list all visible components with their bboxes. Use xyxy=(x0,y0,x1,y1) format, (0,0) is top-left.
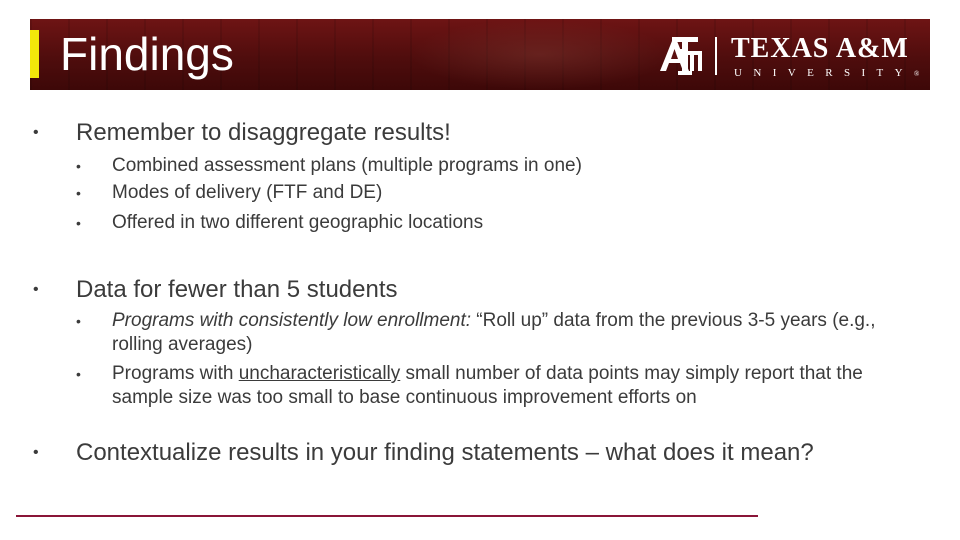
sub-bullet-text xyxy=(112,309,912,357)
atm-logo-mark-icon xyxy=(658,37,704,75)
title-accent-bar xyxy=(30,30,39,78)
texas-am-logo xyxy=(658,35,918,81)
logo-wordmark: TEXAS A&M xyxy=(731,33,909,64)
bullet-marker: • xyxy=(33,281,39,298)
logo-subtitle: UNIVERSITY® xyxy=(734,67,920,79)
sub-bullet-marker: • xyxy=(76,215,81,231)
emphasis-text: Programs with consistently low enrollment: xyxy=(112,310,472,331)
sub-bullet-marker: • xyxy=(76,185,81,201)
footer-divider xyxy=(16,515,758,517)
bullet-marker: • xyxy=(33,124,39,141)
bullet-marker: • xyxy=(33,444,39,461)
slide-title: Findings xyxy=(60,28,234,80)
trademark-symbol: ® xyxy=(914,70,920,78)
bullet-text: Contextualize results in your finding statements – what does it mean? xyxy=(76,439,814,466)
rest-text: “Roll up” data from the previous 3-5 years (e.g., rolling averages) xyxy=(112,310,876,355)
sub-bullet-text xyxy=(112,362,912,410)
sub-bullet-marker: • xyxy=(76,313,81,329)
text-before: Programs with xyxy=(112,363,239,384)
logo-divider xyxy=(715,37,717,75)
sub-bullet-text: Combined assessment plans (multiple programs in one) xyxy=(112,155,582,176)
title-banner xyxy=(30,19,930,90)
bullet-text: Data for fewer than 5 students xyxy=(76,276,398,303)
bullet-text: Remember to disaggregate results! xyxy=(76,119,451,146)
sub-bullet-text: Offered in two different geographic locations xyxy=(112,212,484,233)
sub-bullet-marker: • xyxy=(76,158,81,174)
text-after: small number of data points may simply report that the sample size was too small to base continuous improvement efforts on xyxy=(112,363,863,408)
sub-bullet-marker: • xyxy=(76,366,81,382)
banner-texture xyxy=(410,19,670,90)
sub-bullet-text: Modes of delivery (FTF and DE) xyxy=(112,182,383,203)
underlined-text: uncharacteristically xyxy=(238,363,401,384)
